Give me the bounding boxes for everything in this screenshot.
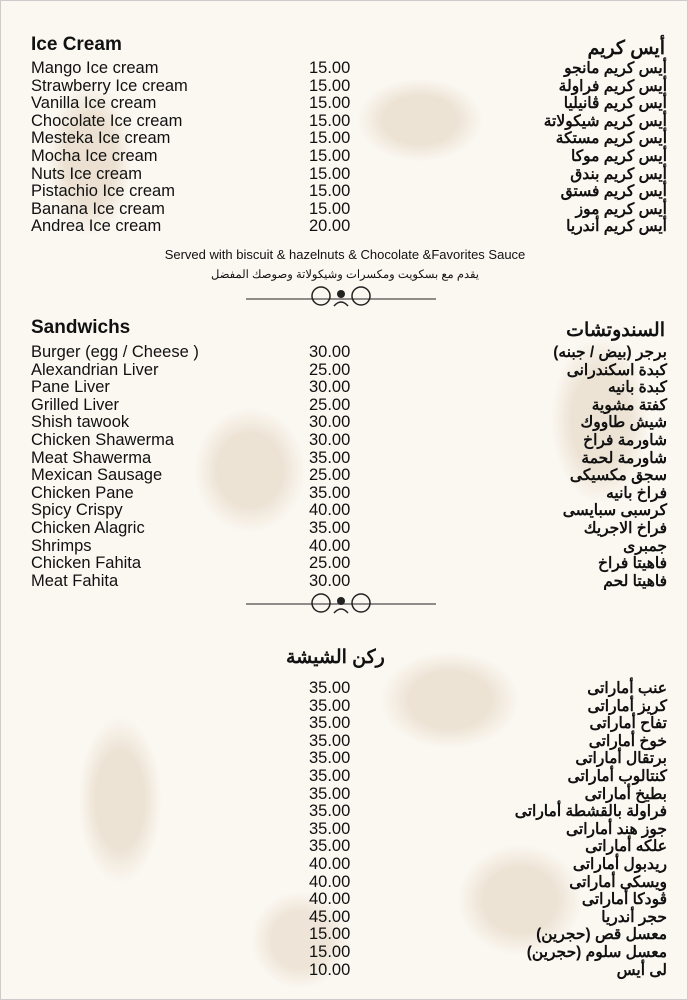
menu-item [1, 856, 688, 874]
item-price: 15.00 [309, 94, 351, 113]
item-name-en: Mexican Sausage [31, 466, 163, 485]
item-name-ar: لى أيس [616, 961, 667, 979]
menu-item [1, 838, 688, 856]
item-name-ar: شاورمة لحمة [581, 449, 667, 467]
menu-item [1, 874, 688, 892]
item-price: 35.00 [309, 448, 351, 467]
item-name-ar: سجق مكسيكى [569, 467, 667, 485]
shisha-list [1, 680, 688, 979]
item-name-ar: أيس كريم مانجو [564, 60, 667, 77]
menu-item [1, 715, 688, 733]
menu-item [1, 113, 688, 131]
item-name-en: Chicken Fahita [31, 554, 142, 573]
item-name-en: Strawberry Ice cream [31, 76, 188, 95]
item-price: 35.00 [309, 714, 351, 733]
item-name-en: Shrimps [31, 536, 92, 555]
item-price: 15.00 [309, 111, 351, 130]
item-name-ar: فراولة بالقشطة أماراتى [514, 803, 667, 821]
menu-item [1, 201, 688, 219]
menu-item [1, 432, 688, 450]
item-name-en: Chicken Alagric [31, 518, 145, 537]
menu-item [1, 450, 688, 468]
item-name-ar: جمبرى [623, 537, 667, 555]
menu-item [1, 520, 688, 538]
item-price: 15.00 [309, 129, 351, 148]
item-price: 25.00 [309, 395, 351, 414]
item-price: 35.00 [309, 802, 351, 821]
item-name-ar: كريز أماراتى [587, 697, 667, 715]
menu-item [1, 467, 688, 485]
menu-item [1, 130, 688, 148]
item-name-ar: أيس كريم موكا [571, 147, 667, 165]
item-name-en: Vanilla Ice cream [31, 94, 157, 113]
ice-cream-title-ar: أيس كريم [587, 38, 665, 59]
menu-item [1, 803, 688, 821]
menu-item [1, 786, 688, 804]
menu-item [1, 698, 688, 716]
item-price: 15.00 [309, 164, 351, 183]
item-price: 10.00 [309, 960, 351, 979]
item-price: 35.00 [309, 483, 351, 502]
item-name-en: Chicken Pane [31, 483, 134, 502]
sandwiches-title-ar: السندوتشات [566, 320, 665, 341]
item-price: 35.00 [309, 731, 351, 750]
item-name-en: Mesteka Ice cream [31, 129, 171, 148]
item-price: 15.00 [309, 76, 351, 95]
menu-item [1, 95, 688, 113]
item-price: 40.00 [309, 501, 351, 520]
item-name-ar: ويسكى أماراتى [569, 873, 667, 891]
ice-cream-note-en: Served with biscuit & hazelnuts & Chocolate &Favorites Sauce [164, 247, 526, 262]
menu-item [1, 218, 688, 236]
menu-item [1, 344, 688, 362]
menu-item [1, 750, 688, 768]
menu-item [1, 485, 688, 503]
item-price: 25.00 [309, 554, 351, 573]
item-name-ar: أيس كريم بندق [570, 165, 667, 183]
item-price: 35.00 [309, 518, 351, 537]
item-name-en: Shish tawook [31, 413, 130, 432]
item-name-ar: بطيخ أماراتى [584, 785, 667, 803]
item-name-en: Andrea Ice cream [31, 217, 162, 236]
item-name-ar: جوز هند أماراتى [565, 820, 667, 838]
ice-cream-title-en: Ice Cream [31, 34, 122, 55]
item-name-ar: شيش طاووك [580, 414, 667, 432]
menu-item [1, 962, 688, 980]
item-name-ar: كبدة بانيه [608, 379, 667, 397]
menu-item [1, 944, 688, 962]
item-price: 30.00 [309, 378, 351, 397]
item-price: 35.00 [309, 696, 351, 715]
item-price: 35.00 [309, 784, 351, 803]
item-price: 40.00 [309, 872, 351, 891]
item-name-en: Burger (egg / Cheese ) [31, 343, 199, 361]
item-name-ar: شاورمة فراخ [583, 431, 667, 449]
item-name-ar: عنب أماراتى [587, 680, 667, 697]
item-price: 35.00 [309, 819, 351, 838]
item-name-ar: أيس كريم فراولة [558, 77, 667, 95]
menu-item [1, 397, 688, 415]
item-price: 35.00 [309, 837, 351, 856]
item-name-ar: خوخ أماراتى [588, 732, 667, 750]
ice-cream-note-ar: يقدم مع بسكويت ومكسرات وشيكولاتة وصوصك المفضل [211, 269, 479, 281]
item-price: 35.00 [309, 749, 351, 768]
item-name-ar: أيس كريم فستق [560, 183, 667, 201]
item-name-ar: كنتالوب أماراتى [567, 767, 667, 785]
item-name-ar: معسل سلوم (حجرين) [526, 943, 667, 961]
shisha-title-ar: ركن الشيشة [286, 647, 385, 668]
item-price: 35.00 [309, 679, 351, 697]
item-price: 15.00 [309, 146, 351, 165]
menu-item [1, 926, 688, 944]
item-name-en: Banana Ice cream [31, 199, 165, 218]
item-name-en: Chicken Shawerma [31, 430, 175, 449]
item-name-en: Meat Fahita [31, 571, 119, 590]
item-price: 30.00 [309, 571, 351, 590]
menu-item [1, 891, 688, 909]
item-price: 30.00 [309, 430, 351, 449]
item-name-en: Meat Shawerma [31, 448, 152, 467]
item-price: 25.00 [309, 360, 351, 379]
item-name-ar: فراخ الاجريك [583, 519, 667, 537]
item-name-ar: ريدبول أماراتى [572, 855, 667, 873]
item-price: 40.00 [309, 854, 351, 873]
menu-item [1, 78, 688, 96]
item-name-ar: فاهيتا لحم [603, 572, 667, 590]
item-name-ar: ڤودكا أماراتى [581, 891, 667, 909]
item-price: 45.00 [309, 907, 351, 926]
item-price: 40.00 [309, 536, 351, 555]
item-price: 25.00 [309, 466, 351, 485]
item-name-ar: كبدة اسكندرانى [566, 361, 667, 379]
sandwiches-title-en: Sandwichs [31, 317, 131, 338]
menu-item [1, 148, 688, 166]
item-name-ar: برجر (بيض / جبنه) [553, 344, 667, 361]
item-price: 35.00 [309, 766, 351, 785]
menu-item [1, 166, 688, 184]
ornament-divider-icon [246, 284, 436, 314]
ornament-divider-icon [246, 589, 436, 619]
item-name-ar: فراخ بانيه [606, 484, 667, 502]
menu-item [1, 538, 688, 556]
item-price: 20.00 [309, 217, 351, 236]
item-name-ar: أيس كريم شيكولاتة [543, 112, 667, 130]
item-name-en: Pane Liver [31, 378, 110, 397]
item-name-en: Pistachio Ice cream [31, 182, 175, 201]
item-price: 15.00 [309, 925, 351, 944]
menu-item [1, 555, 688, 573]
menu-item [1, 502, 688, 520]
item-price: 40.00 [309, 890, 351, 909]
item-name-en: Nuts Ice cream [31, 164, 142, 183]
item-price: 15.00 [309, 199, 351, 218]
item-name-en: Mango Ice cream [31, 59, 159, 77]
item-name-ar: أيس كريم مستكة [555, 130, 667, 148]
menu-item [1, 60, 688, 78]
item-price: 15.00 [309, 182, 351, 201]
item-name-ar: كرسبى سبايسى [562, 502, 667, 520]
menu-item [1, 379, 688, 397]
item-price: 15.00 [309, 942, 351, 961]
item-price: 30.00 [309, 343, 351, 361]
item-name-en: Mocha Ice cream [31, 146, 158, 165]
item-price: 30.00 [309, 413, 351, 432]
menu-item [1, 909, 688, 927]
item-name-ar: حجر أندريا [601, 908, 667, 926]
item-name-en: Chocolate Ice cream [31, 111, 183, 130]
item-name-ar: برتقال أماراتى [575, 750, 667, 768]
ice-cream-list [1, 60, 688, 236]
item-name-en: Grilled Liver [31, 395, 120, 414]
menu-item [1, 680, 688, 698]
menu-item [1, 362, 688, 380]
item-name-en: Spicy Crispy [31, 501, 123, 520]
item-name-ar: فاهيتا فراخ [598, 555, 667, 573]
menu-item [1, 183, 688, 201]
item-name-ar: أيس كريم ڤانيليا [563, 95, 667, 113]
menu-item [1, 414, 688, 432]
item-price: 15.00 [309, 59, 351, 77]
menu-item [1, 733, 688, 751]
item-name-ar: أيس كريم أندريا [566, 218, 667, 236]
item-name-en: Alexandrian Liver [31, 360, 159, 379]
item-name-ar: تفاح أماراتى [589, 715, 667, 733]
menu-item [1, 573, 688, 591]
menu-item [1, 821, 688, 839]
item-name-ar: كفتة مشوية [591, 396, 667, 414]
item-name-ar: معسل قص (حجرين) [536, 926, 667, 944]
item-name-ar: أيس كريم موز [575, 200, 667, 218]
menu-item [1, 768, 688, 786]
sandwiches-list [1, 344, 688, 590]
item-name-ar: علكه أماراتى [585, 838, 667, 856]
